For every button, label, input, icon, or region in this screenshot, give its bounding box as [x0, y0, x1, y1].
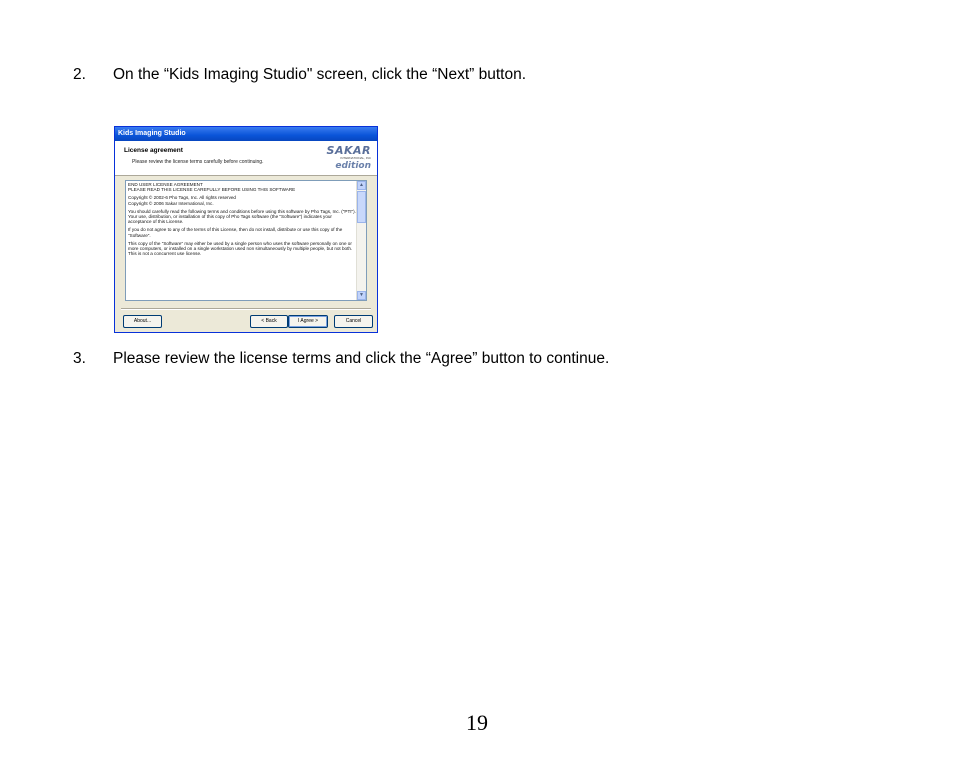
installer-window-screenshot [114, 126, 378, 333]
logo-brand: SAKAR [326, 144, 371, 157]
back-button[interactable]: < Back [250, 315, 288, 328]
logo-tagline: INTERNATIONAL, INC [340, 156, 371, 160]
license-paragraph: END USER LICENSE AGREEMENT PLEASE READ THIS LICENSE CAREFULLY BEFORE USING THIS SOFTWARE [128, 182, 296, 193]
scroll-down-arrow-icon[interactable]: ▼ [357, 291, 366, 300]
license-paragraph: If you do not agree to any of the terms of this License, then do not install, distribute or use this copy of the "Software". [128, 227, 343, 238]
scroll-up-arrow-icon[interactable]: ▲ [357, 181, 366, 190]
license-scrollbar[interactable] [356, 181, 366, 300]
cancel-button[interactable]: Cancel [334, 315, 373, 328]
step-text: Please review the license terms and click the “Agree” button to continue. [113, 350, 610, 367]
agree-button[interactable]: I Agree > [288, 315, 328, 328]
license-paragraph: This copy of the "Software" may either be used by a single person who uses the software personally on one or more computers, or installed on a single workstation used non simultaneously by multiple people, but not both. This is not a concurrent use license. [128, 240, 353, 257]
dialog-header [115, 141, 377, 176]
step-number: 2. [73, 66, 86, 83]
header-title: License agreement [124, 147, 183, 154]
page-number: 19 [466, 710, 488, 735]
license-paragraph: You should carefully read the following terms and conditions before using this software by Pho Tags, Inc. ("PTI"). Your use, distribution, or installation of this copy of Pho Tags software (the "Software") indicates your acceptance of this License. [128, 208, 356, 225]
divider [121, 308, 371, 310]
scroll-thumb[interactable] [357, 191, 366, 223]
license-paragraph: Copyright © 2002-6 Pho Tags, Inc. All rights reserved Copyright © 2006 Sakar International, Inc. [128, 195, 236, 206]
step-number: 3. [73, 350, 86, 367]
step-text: On the “Kids Imaging Studio" screen, click the “Next” button. [113, 66, 526, 83]
window-title: Kids Imaging Studio [115, 127, 377, 141]
about-button[interactable]: About... [123, 315, 162, 328]
header-subtitle: Please review the license terms carefully before continuing. [132, 159, 264, 165]
license-text [128, 182, 356, 299]
sakar-logo [319, 145, 371, 172]
logo-edition: edition [335, 161, 371, 171]
license-textbox[interactable] [125, 180, 367, 301]
